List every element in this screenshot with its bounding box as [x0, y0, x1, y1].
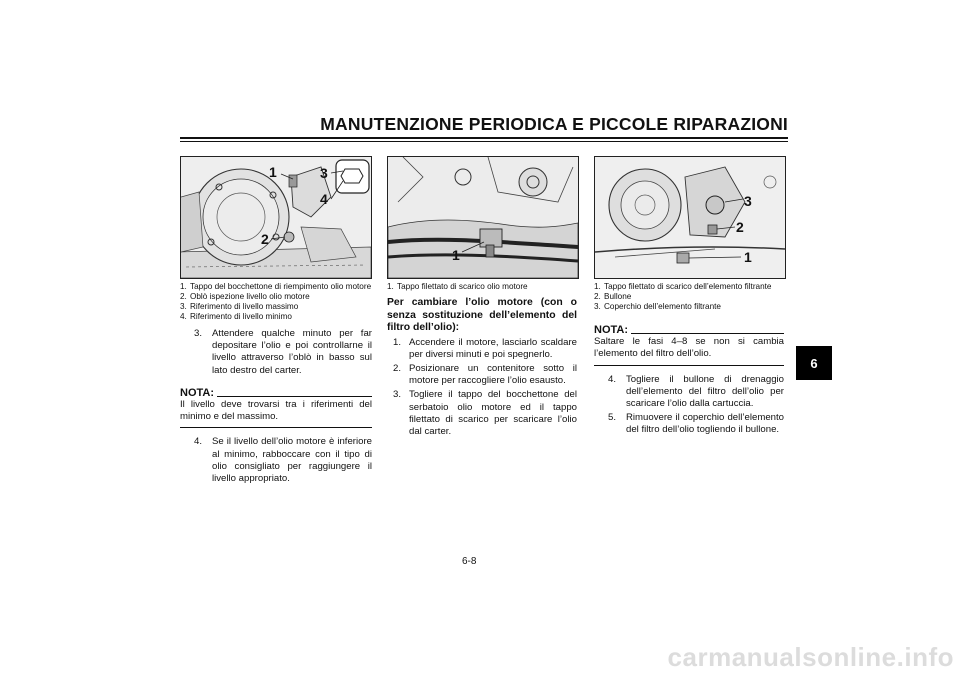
step-2: 2. Posizionare un contenitore sotto il motore per raccogliere l’olio esausto. — [393, 362, 577, 387]
step-3: 3. Togliere il tappo del bocchettone del serbatoio olio motore ed il tappo filettato di scarico per scaricare l’olio dal carter. — [393, 389, 577, 437]
figure-oil-level-window — [180, 156, 372, 279]
engine-illustration-left — [181, 157, 371, 278]
caption-item: 3. Coperchio dell’elemento filtrante — [594, 302, 721, 311]
header-rule-thin — [180, 141, 788, 142]
callout-2: 2 — [261, 231, 269, 247]
callout-4: 4 — [320, 191, 328, 207]
right-column — [594, 282, 784, 437]
nota-text: Il livello deve trovarsi tra i riferimenti del minimo e del massimo. — [180, 399, 372, 428]
middle-column — [387, 282, 577, 438]
page-number: 6-8 — [462, 556, 477, 567]
engine-illustration-right — [595, 157, 785, 278]
nota-text: Saltare le fasi 4–8 se non si cambia l’elemento del filtro dell’olio. — [594, 336, 784, 365]
callout-2: 2 — [736, 219, 744, 235]
step-3: 3. Attendere qualche minuto per far depositare l’olio e poi controllarne il livello attraverso l’oblò in basso sul lato destro del carter. — [194, 328, 372, 376]
caption-item: 1. Tappo del bocchettone di riempimento olio motore — [180, 282, 372, 291]
figure-caption — [594, 282, 784, 312]
caption-item: 1. Tappo filettato di scarico dell’elemento filtrante — [594, 282, 772, 291]
page-header-title: MANUTENZIONE PERIODICA E PICCOLE RIPARAZIONI — [320, 114, 788, 134]
engine-illustration-middle — [388, 157, 578, 278]
step-5: 5. Rimuovere il coperchio dell’elemento del filtro dell’olio togliendo il bullone. — [608, 412, 784, 436]
caption-item: 2. Oblò ispezione livello olio motore — [180, 292, 310, 301]
caption-item: 1. Tappo filettato di scarico olio motore — [387, 282, 528, 291]
section-heading: Per cambiare l’olio motore (con o senza sostituzione dell’elemento del filtro dell’olio): — [387, 297, 577, 333]
figure-oil-drain-bolt — [387, 156, 579, 279]
caption-item: 4. Riferimento di livello minimo — [180, 312, 292, 321]
step-4: 4. Se il livello dell’olio motore è inferiore al minimo, rabboccare con il tipo di olio consigliato per raggiungere il livello appropriato. — [194, 436, 372, 485]
left-column — [180, 282, 372, 485]
figure-oil-filter-cover — [594, 156, 786, 279]
chapter-tab: 6 — [796, 346, 832, 380]
nota-heading: NOTA: — [594, 324, 784, 336]
caption-item: 2. Bullone — [594, 292, 632, 301]
nota-heading: NOTA: — [180, 387, 372, 399]
step-4: 4. Togliere il bullone di drenaggio dell’elemento del filtro dell’olio per scaricare l’olio dalla cartuccia. — [608, 373, 784, 410]
site-watermark: carmanualsonline.info — [667, 642, 954, 672]
figure-caption — [387, 282, 577, 292]
callout-1: 1 — [269, 164, 277, 180]
caption-item: 3. Riferimento di livello massimo — [180, 302, 299, 311]
step-1: 1. Accendere il motore, lasciarlo scaldare per diversi minuti e poi spegnerlo. — [393, 336, 577, 360]
figure-caption — [180, 282, 372, 322]
callout-3: 3 — [320, 165, 328, 181]
callout-3: 3 — [744, 193, 752, 209]
callout-1: 1 — [744, 249, 752, 265]
header-rule — [180, 137, 788, 139]
callout-1: 1 — [452, 247, 460, 263]
